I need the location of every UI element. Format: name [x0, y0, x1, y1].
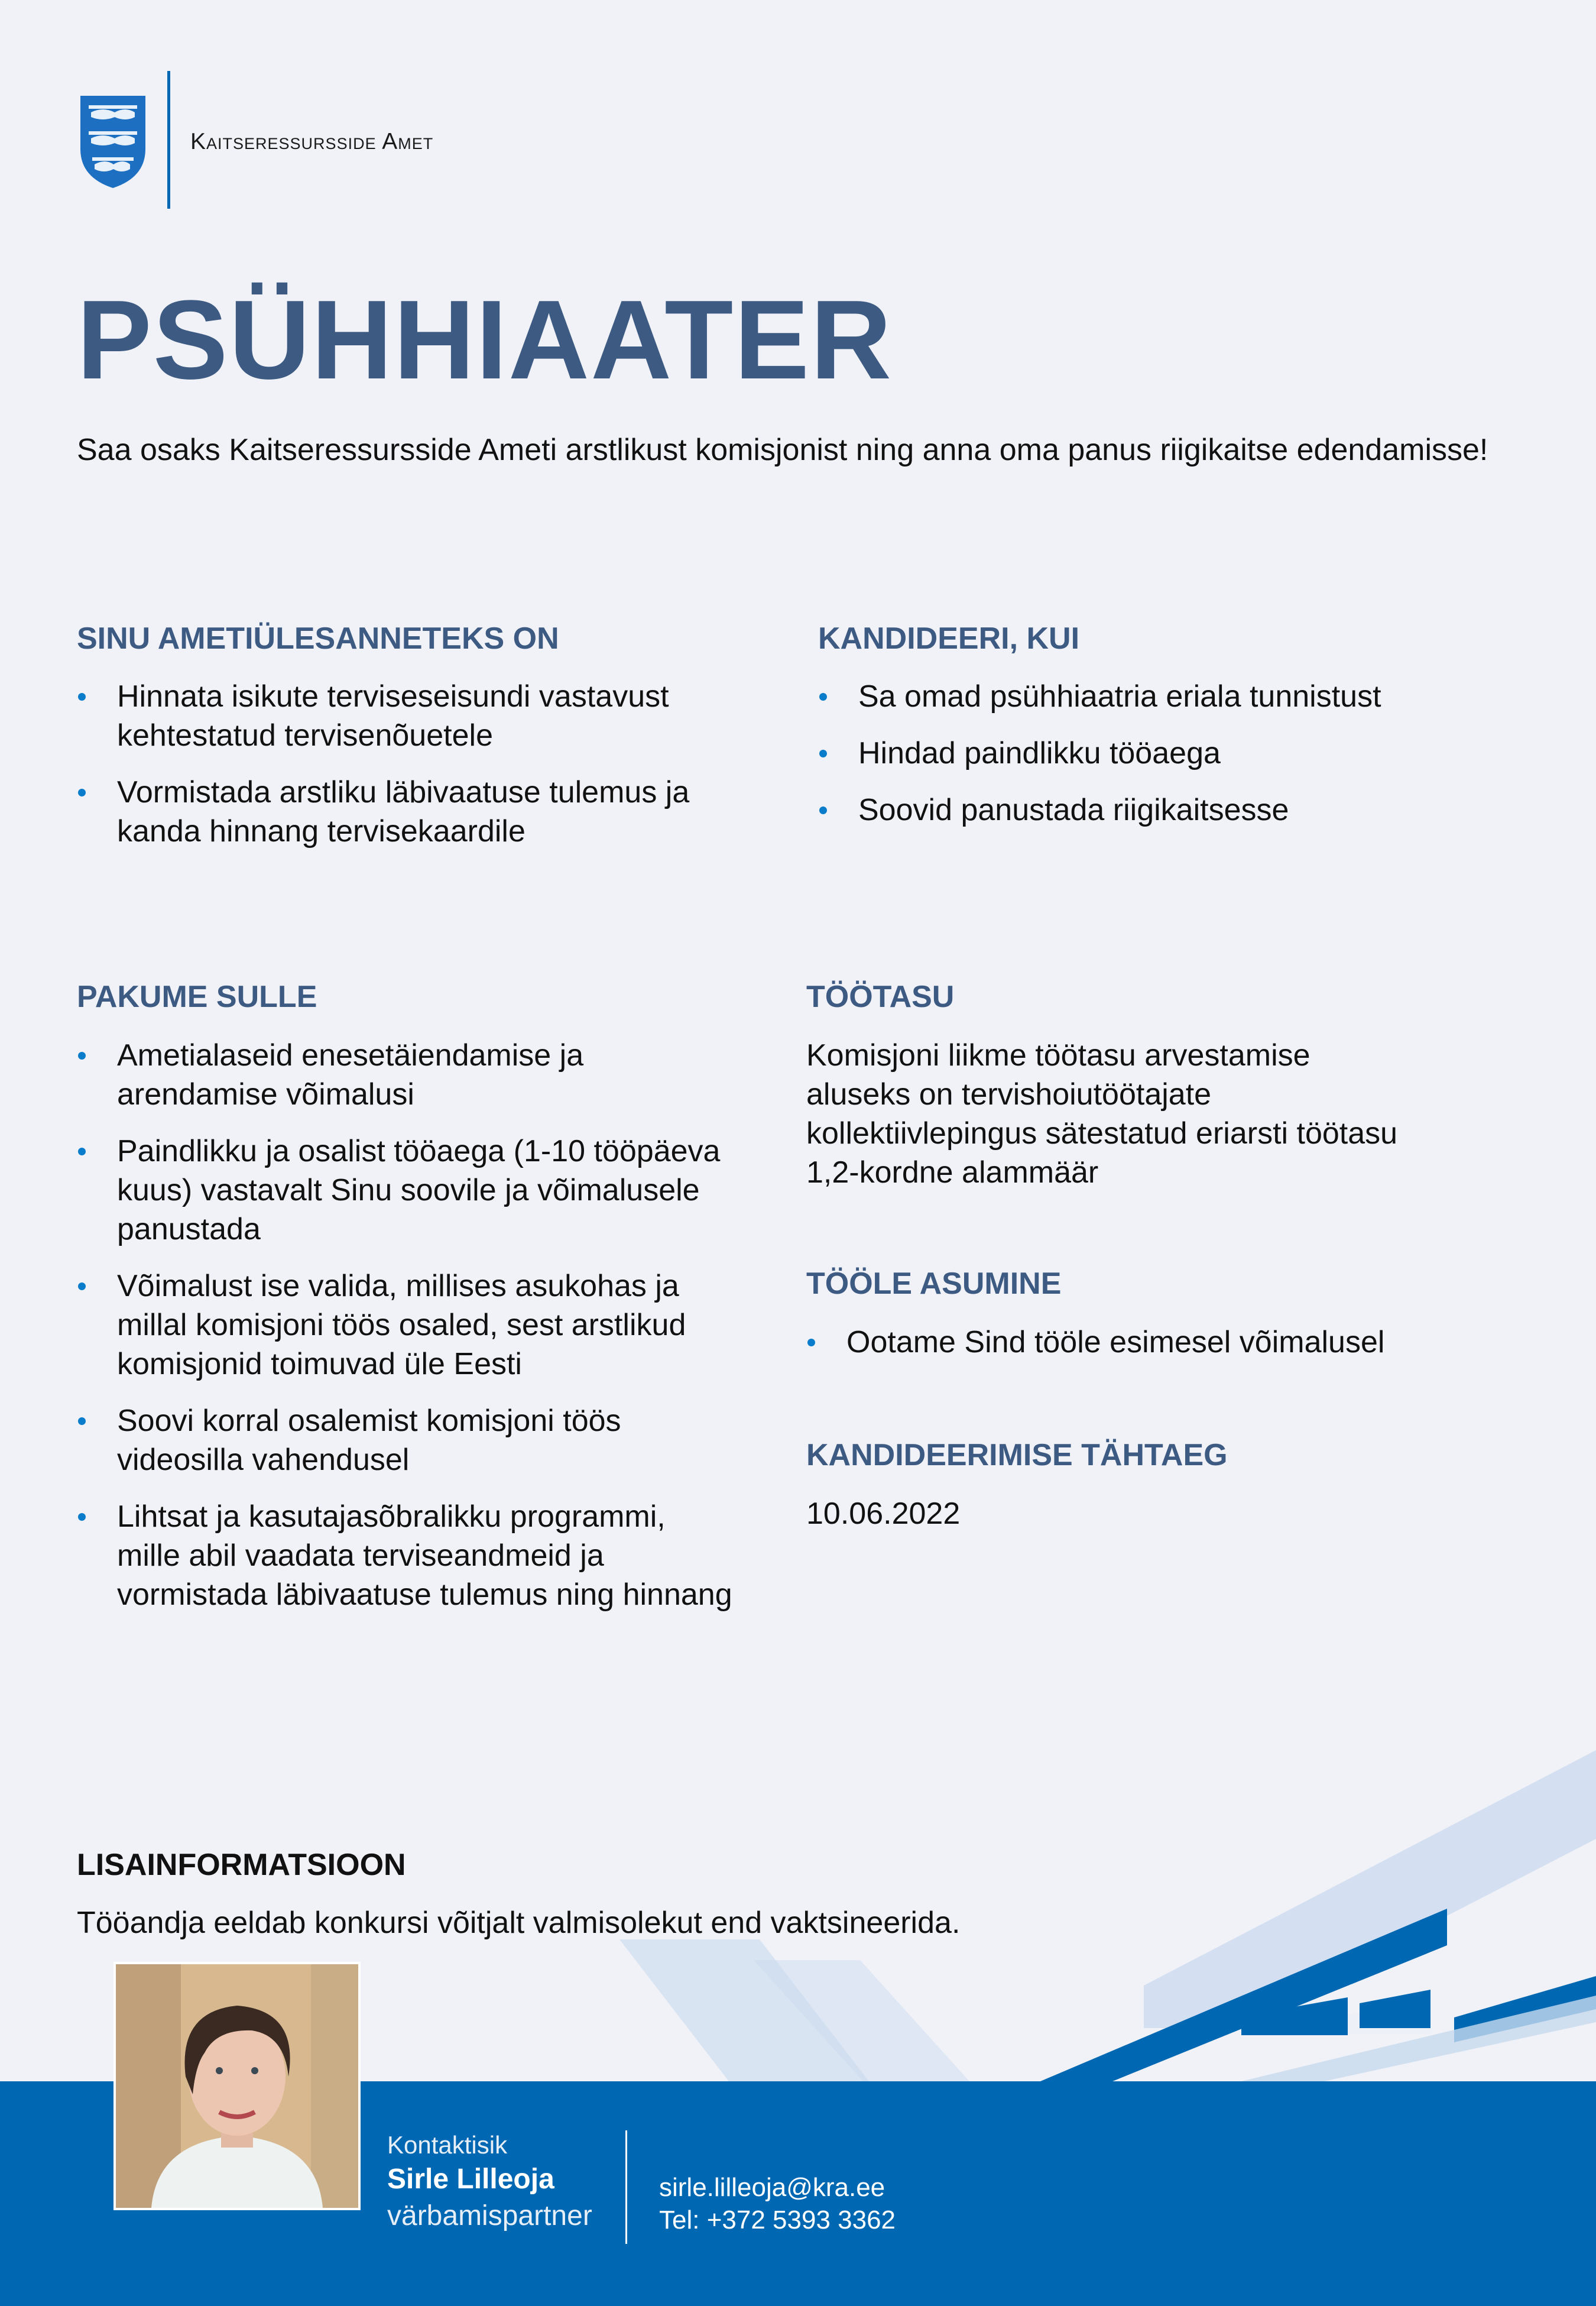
- list-item: Sa omad psühhiaatria eriala tunnistust: [818, 677, 1527, 716]
- list-item: Hindad paindlikku tööaega: [818, 734, 1527, 773]
- extra-info-text: Tööandja eeldab konkursi võitjalt valmisolekut end vaktsineerida.: [77, 1906, 961, 1940]
- list-item: Vormistada arstliku läbivaatuse tulemus ja kanda hinnang tervisekaardile: [77, 773, 715, 851]
- footer-divider: [625, 2130, 627, 2244]
- salary-heading: TÖÖTASU: [806, 980, 955, 1014]
- contact-email-link[interactable]: sirle.lilleoja@kra.ee: [659, 2173, 885, 2202]
- start-heading: TÖÖLE ASUMINE: [806, 1267, 1062, 1301]
- list-item: Soovid panustada riigikaitsesse: [818, 791, 1527, 830]
- offer-heading: PAKUME SULLE: [77, 980, 317, 1014]
- logo-divider: [167, 71, 170, 209]
- apply-if-list: [818, 677, 1527, 847]
- organization-name: Kaitseressursside Amet: [190, 129, 434, 154]
- page-title: PSÜHHIAATER: [77, 277, 893, 403]
- list-item: Paindlikku ja osalist tööaega (1-10 tööpäeva kuus) vastavalt Sinu soovile ja võimalusele panustada: [77, 1132, 733, 1249]
- duties-heading: SINU AMETIÜLESANNETEKS ON: [77, 621, 559, 656]
- intro-text: Saa osaks Kaitseressursside Ameti arstlikust komisjonist ning anna oma panus riigikaitse edendamisse!: [77, 433, 1488, 467]
- salary-text: Komisjoni liikme töötasu arvestamise aluseks on tervishoiutöötajate kollektiivlepingus sätestatud eriarsti töötasu 1,2-kordne alammäär: [806, 1038, 1398, 1190]
- contact-photo: [113, 1962, 361, 2210]
- deadline-date: 10.06.2022: [806, 1497, 961, 1531]
- list-item: Soovi korral osalemist komisjoni töös videosilla vahendusel: [77, 1401, 733, 1479]
- contact-phone[interactable]: Tel: +372 5393 3362: [659, 2205, 896, 2234]
- contact-role: värbamispartner: [387, 2200, 592, 2231]
- three-lions-coat-of-arms-icon: [77, 95, 149, 189]
- list-item: Võimalust ise valida, millises asukohas ja millal komisjoni töös osaled, sest arstlikud komisjonid toimuvad üle Eesti: [77, 1267, 733, 1384]
- list-item: Ootame Sind tööle esimesel võimalusel: [806, 1323, 1545, 1362]
- extra-info-heading: LISAINFORMATSIOON: [77, 1848, 406, 1882]
- duties-list: [77, 677, 715, 869]
- list-item: Ametialaseid enesetäiendamise ja arendamise võimalusi: [77, 1036, 733, 1114]
- list-item: Hinnata isikute terviseseisundi vastavust kehtestatud tervisenõuetele: [77, 677, 715, 755]
- contact-portrait-image: [116, 1964, 358, 2208]
- list-item: Lihtsat ja kasutajasõbralikku programmi, mille abil vaadata terviseandmeid ja vormistada läbivaatuse tulemus ning hinnang: [77, 1497, 733, 1614]
- contact-name: Sirle Lilleoja: [387, 2164, 554, 2195]
- deadline-heading: KANDIDEERIMISE TÄHTAEG: [806, 1438, 1228, 1472]
- contact-label: Kontaktisik: [387, 2131, 508, 2159]
- apply-if-heading: KANDIDEERI, KUI: [818, 621, 1080, 656]
- offer-list: [77, 1036, 733, 1632]
- start-list: [806, 1323, 1545, 1379]
